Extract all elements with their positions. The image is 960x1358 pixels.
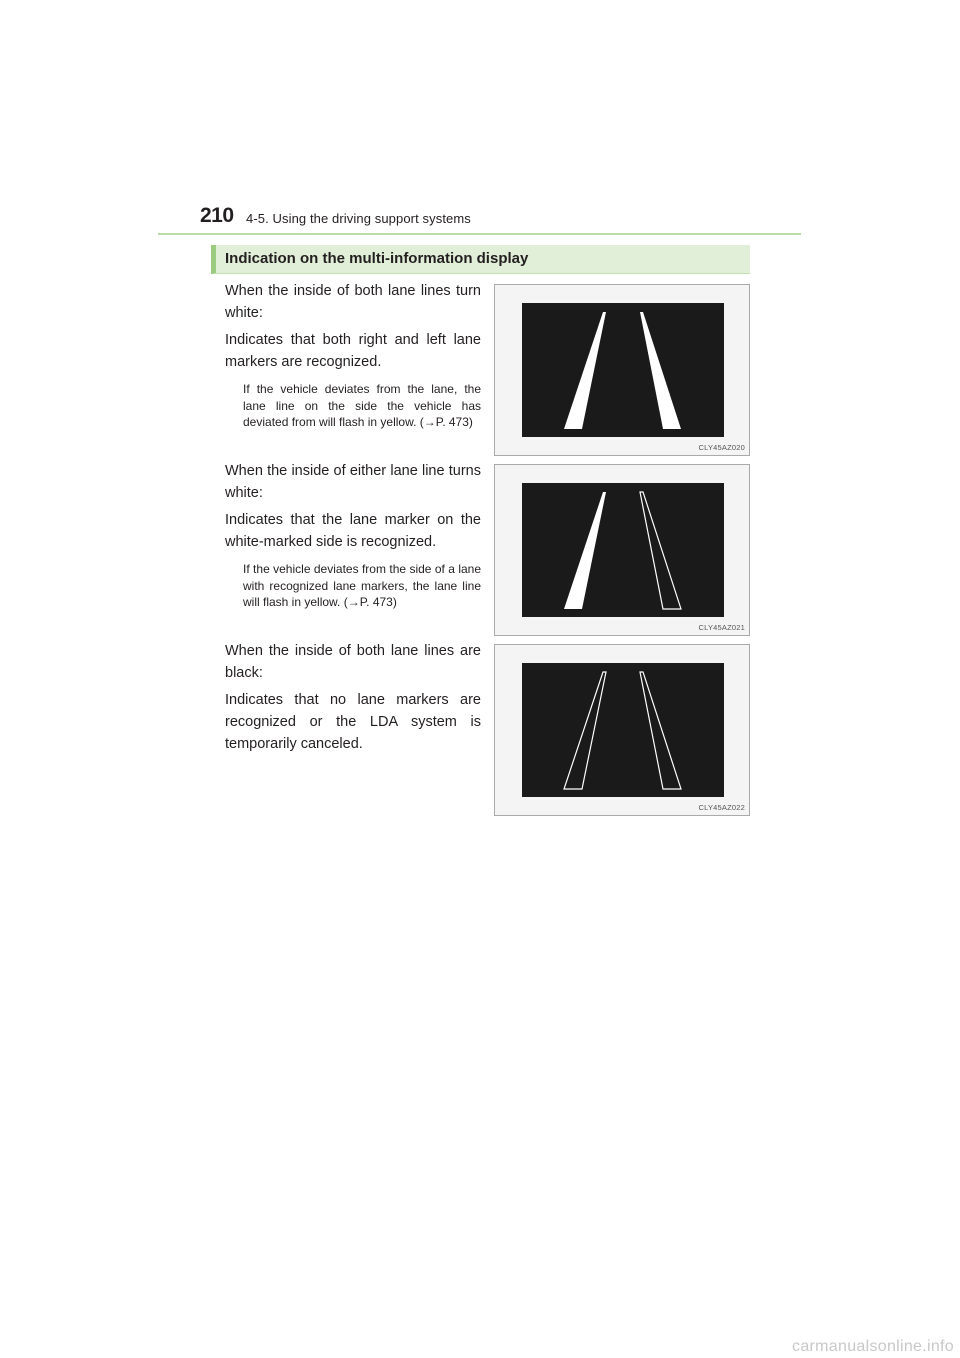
right-lane-line (640, 492, 681, 609)
figure-id: CLY45AZ021 (698, 623, 745, 632)
lane-display-figure (494, 284, 750, 456)
right-lane-line (640, 312, 681, 429)
entry-both-lines-black (225, 640, 481, 755)
lane-display-figure (494, 464, 750, 636)
entry-one-line-white (225, 460, 481, 611)
lane-display-figure (494, 644, 750, 816)
entry-note: If the vehicle deviates from the lane, the lane line on the side the vehicle has deviated from will flash in yellow. (→P. 473) (243, 382, 481, 429)
display-screen (522, 663, 724, 797)
page-number: 210 (200, 204, 234, 227)
watermark: carmanualsonline.info (792, 1338, 954, 1355)
right-lane-line (640, 672, 681, 789)
left-lane-line (564, 492, 606, 609)
chapter-title: 4-5. Using the driving support systems (246, 211, 471, 226)
section-heading (211, 245, 750, 274)
header-rule (158, 233, 801, 235)
display-screen (522, 303, 724, 437)
entry-label: When the inside of both lane lines are black: (225, 643, 481, 681)
left-lane-line (564, 672, 606, 789)
entry-note: If the vehicle deviates from the side of a lane with recognized lane markers, the lane line will flash in yellow. (→P. 473) (243, 562, 481, 609)
figure-id: CLY45AZ022 (698, 803, 745, 812)
figure-id: CLY45AZ020 (698, 443, 745, 452)
left-lane-line (564, 312, 606, 429)
entry-description: Indicates that both right and left lane markers are recognized. (225, 332, 481, 370)
entry-both-lines-white (225, 280, 481, 431)
entry-label: When the inside of both lane lines turn white: (225, 283, 481, 321)
entry-description: Indicates that no lane markers are recognized or the LDA system is temporarily canceled. (225, 692, 481, 752)
entry-label: When the inside of either lane line turns white: (225, 463, 481, 501)
display-screen (522, 483, 724, 617)
section-heading-text: Indication on the multi-information display (225, 250, 529, 267)
entry-description: Indicates that the lane marker on the white-marked side is recognized. (225, 512, 481, 550)
